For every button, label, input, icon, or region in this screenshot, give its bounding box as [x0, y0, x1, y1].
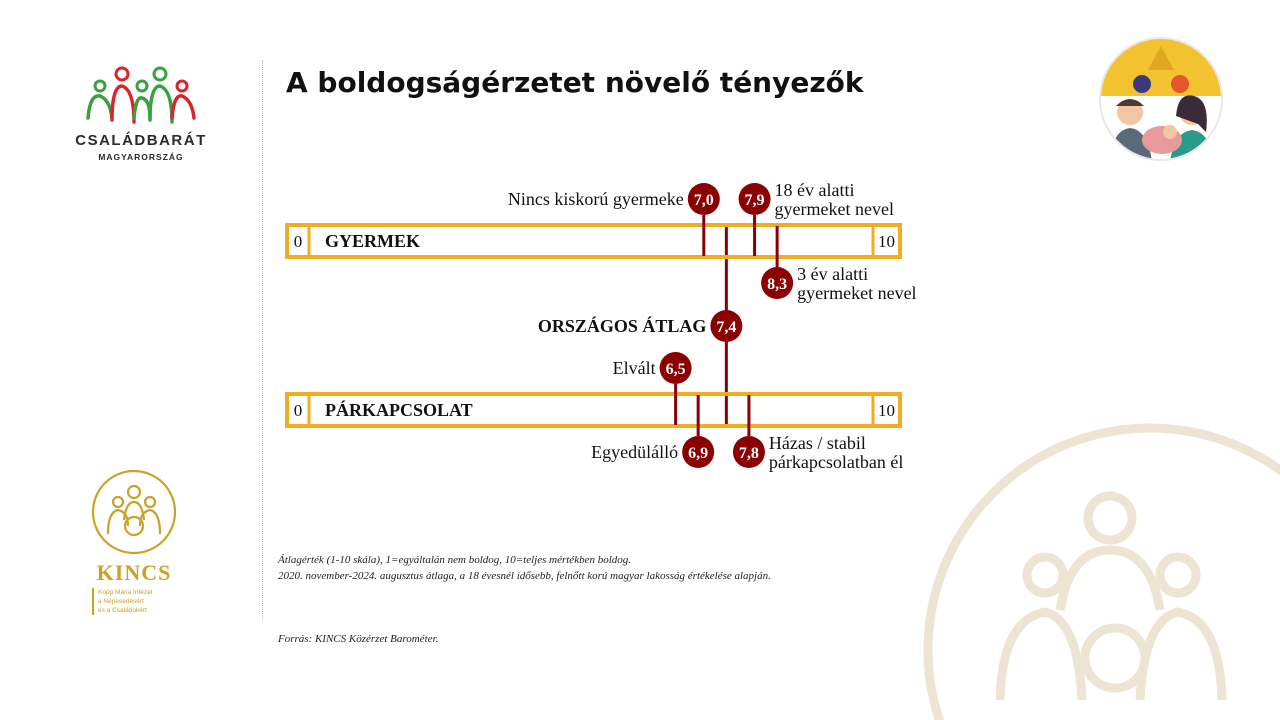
- marker-category-label: 3 év alatti gyermeket nevel: [797, 264, 917, 303]
- footnote: Átlagérték (1-10 skála), 1=egyáltalán nem boldog, 10=teljes mértékben boldog.: [278, 554, 632, 566]
- csaladbarat-logo-text: CSALÁDBARÁT: [75, 132, 207, 149]
- marker-value-label: 8,3: [767, 276, 788, 293]
- scale-max-label: 10: [878, 401, 895, 420]
- marker-value-label: 7,8: [738, 445, 759, 462]
- marker-category-label: Egyedülálló: [591, 442, 679, 462]
- kincs-logo-text: KINCS: [96, 560, 172, 585]
- page-title: A boldogságérzetet növelő tényezők: [286, 66, 864, 99]
- marker-value-label: 7,0: [693, 192, 714, 209]
- scale-bar-label: GYERMEK: [325, 231, 421, 251]
- scale-min-label: 0: [293, 232, 303, 251]
- kincs-subtitle-line: a Népesedésért: [98, 598, 144, 605]
- marker-value-label: 7,9: [744, 192, 765, 209]
- reference-value-label: 7,4: [716, 319, 737, 336]
- kincs-subtitle-line: Kopp Mária Intézet: [98, 589, 153, 596]
- kincs-subtitle-line: és a Családokért: [98, 607, 147, 614]
- marker-category-label: Elvált: [612, 358, 656, 378]
- marker-category-label: 18 év alatti gyermeket nevel: [774, 180, 895, 219]
- footnote: 2020. november-2024. augusztus átlaga, a 18 évesnél idősebb, felnőtt korú magyar lakosság értékelése alapján.: [278, 570, 771, 582]
- marker-category-label: Nincs kiskorú gyermeke: [507, 189, 684, 209]
- marker-value-label: 6,5: [665, 361, 686, 378]
- reference-label: ORSZÁGOS ÁTLAG: [537, 316, 707, 336]
- marker-value-label: 6,9: [688, 445, 709, 462]
- csaladbarat-logo-subtext: MAGYARORSZÁG: [98, 152, 184, 162]
- marker-category-label: Házas / stabil párkapcsolatban él: [768, 433, 904, 472]
- scale-min-label: 0: [293, 401, 303, 420]
- scale-bar-label: PÁRKAPCSOLAT: [325, 400, 473, 420]
- scale-max-label: 10: [878, 232, 895, 251]
- source-note: Forrás: KINCS Közérzet Barométer.: [278, 633, 439, 645]
